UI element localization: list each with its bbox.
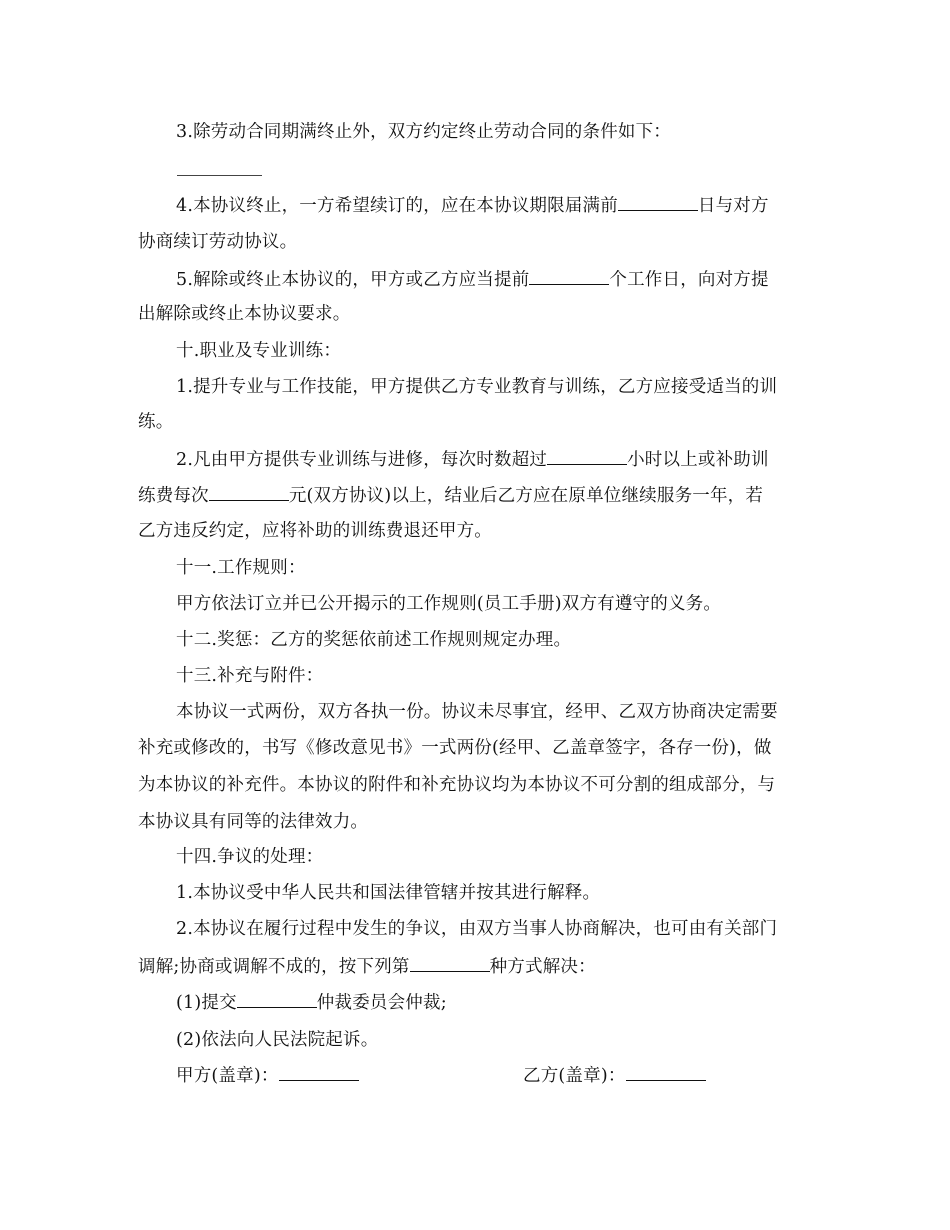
text: 3.除劳动合同期满终止外，双方约定终止劳动合同的条件如下：	[176, 122, 671, 142]
text: 甲方(盖章)：	[176, 1066, 279, 1086]
section-10-heading	[176, 339, 341, 363]
clause-14-2	[176, 917, 777, 941]
text: 本协议具有同等的法律效力。	[138, 812, 369, 832]
blank-line	[177, 175, 262, 176]
text: 出解除或终止本协议要求。	[138, 304, 351, 324]
section-13-body-2	[138, 736, 772, 760]
text: 十三.补充与附件：	[176, 666, 324, 686]
text: 2.本协议在履行过程中发生的争议，由双方当事人协商解决，也可由有关部门	[176, 919, 778, 939]
clause-9-4-cont	[138, 230, 297, 254]
clause-9-4	[176, 194, 769, 218]
section-13-body-1	[176, 700, 778, 724]
text: 1.本协议受中华人民共和国法律管辖并按其进行解释。	[176, 883, 601, 903]
clause-10-2-cont2	[138, 519, 492, 543]
clause-10-1	[176, 375, 777, 399]
blank-line	[209, 484, 289, 501]
text: 种方式解决：	[489, 957, 596, 977]
text: 练费每次	[138, 486, 209, 506]
option-2	[176, 1028, 378, 1052]
text: 仲裁委员会仲裁;	[316, 993, 447, 1013]
section-13-heading	[176, 664, 323, 688]
section-13-body-4	[138, 810, 368, 834]
text: 调解;协商或调解不成的，按下列第	[138, 957, 410, 977]
text: 练。	[138, 412, 174, 432]
clause-10-1-cont	[138, 410, 173, 434]
text: 为本协议的补充件。本协议的附件和补充协议均为本协议不可分割的组成部分，与	[138, 775, 776, 795]
clause-10-2	[176, 448, 769, 472]
text: 协商续订劳动协议。	[138, 232, 298, 252]
section-13-body-3	[138, 773, 775, 797]
text: 5.解除或终止本协议的，甲方或乙方应当提前	[176, 270, 530, 290]
clause-10-2-cont	[138, 484, 763, 508]
text: 1.提升专业与工作技能，甲方提供乙方专业教育与训练，乙方应接受适当的训	[176, 377, 778, 397]
party-a-seal	[176, 1064, 359, 1088]
text: (2)依法向人民法院起诉。	[176, 1030, 379, 1050]
text: 4.本协议终止，一方希望续订的，应在本协议期限届满前	[176, 196, 618, 216]
section-14-heading	[176, 845, 323, 869]
text: 本协议一式两份，双方各执一份。协议未尽事宜，经甲、乙双方协商决定需要	[176, 702, 778, 722]
text: 十一.工作规则：	[176, 558, 306, 578]
text: (1)提交	[176, 993, 237, 1013]
clause-9-5-cont	[138, 302, 350, 326]
blank-line	[529, 268, 609, 285]
text: 个工作日，向对方提	[609, 270, 769, 290]
blank-line	[626, 1064, 706, 1081]
text: 乙方(盖章)：	[523, 1066, 626, 1086]
text: 十.职业及专业训练：	[176, 341, 342, 361]
text: 乙方违反约定，应将补助的训练费退还甲方。	[138, 521, 492, 541]
blank-line	[410, 955, 490, 972]
clause-14-2-cont	[138, 955, 596, 979]
blank-line	[237, 991, 317, 1008]
text: 元(双方协议)以上，结业后乙方应在原单位继续服务一年，若	[288, 486, 764, 506]
text: 补充或修改的，书写《修改意见书》一式两份(经甲、乙盖章签字，各存一份)，做	[138, 738, 772, 758]
section-11-body	[176, 592, 721, 616]
section-11-heading	[176, 556, 306, 580]
option-1	[176, 991, 447, 1015]
blank-line	[618, 194, 698, 211]
text: 日与对方	[697, 196, 769, 216]
blank-line	[279, 1064, 359, 1081]
text: 十四.争议的处理：	[176, 847, 324, 867]
section-12	[176, 628, 571, 652]
party-b-seal	[523, 1064, 706, 1088]
clause-9-3	[176, 120, 671, 144]
text: 甲方依法订立并已公开揭示的工作规则(员工手册)双方有遵守的义务。	[176, 594, 722, 614]
blank-line	[547, 448, 627, 465]
clause-9-5	[176, 268, 769, 292]
text: 2.凡由甲方提供专业训练与进修，每次时数超过	[176, 450, 548, 470]
clause-14-1	[176, 881, 600, 905]
text: 小时以上或补助训	[627, 450, 769, 470]
text: 十二.奖惩：乙方的奖惩依前述工作规则规定办理。	[176, 630, 572, 650]
